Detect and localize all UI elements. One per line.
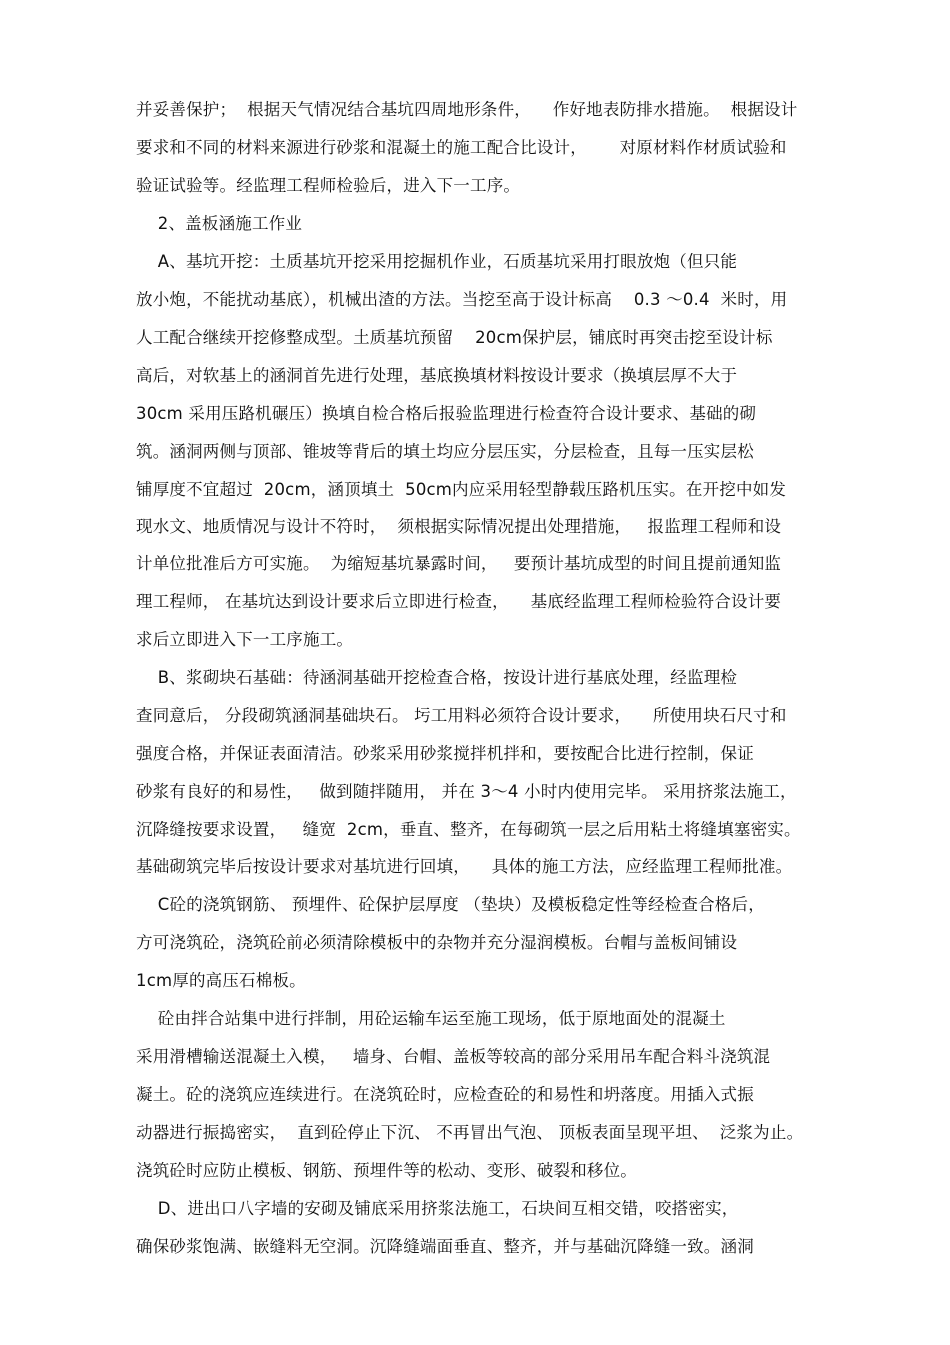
text-line: 1cm厚的高压石棉板。 [136,971,306,990]
text-line: 铺厚度不宜超过 20cm，涵顶填土 50cm内应采用轻型静载压路机压实。在开挖中如发 [136,480,787,499]
text-line: 理工程师， 在基坑达到设计要求后立即进行检查， 基底经监理工程师检验符合设计要 [136,592,782,611]
text-line: 采用滑槽输送混凝土入模， 墙身、台帽、盖板等较高的部分采用吊车配合料斗浇筑混 [136,1047,771,1066]
text-line: 现水文、地质情况与设计不符时， 须根据实际情况提出处理措施， 报监理工程师和设 [136,517,782,536]
text-line: 放小炮，不能扰动基底），机械出渣的方法。当挖至高于设计标高 0.3 ～0.4 米时，用 [136,290,788,309]
text-line: A、基坑开挖：土质基坑开挖采用挖掘机作业，石质基坑采用打眼放炮（但只能 [136,252,738,271]
text-line: 砼由拌合站集中进行拌制，用砼运输车运至施工现场，低于原地面处的混凝土 [136,1009,726,1028]
text-line: 浇筑砼时应防止模板、钢筋、预埋件等的松动、变形、破裂和移位。 [136,1161,637,1180]
text-line: 求后立即进入下一工序施工。 [136,630,354,649]
text-line: 查同意后， 分段砌筑涵洞基础块石。 圬工用料必须符合设计要求， 所使用块石尺寸和 [136,706,787,725]
text-line: 要求和不同的材料来源进行砂浆和混凝土的施工配合比设计， 对原材料作材质试验和 [136,138,787,157]
section-heading: 2、盖板涵施工作业 [136,214,303,233]
text-line: 强度合格，并保证表面清洁。砂浆采用砂浆搅拌机拌和，要按配合比进行控制，保证 [136,744,754,763]
text-line: 确保砂浆饱满、嵌缝料无空洞。沉降缝端面垂直、整齐，并与基础沉降缝一致。涵洞 [136,1237,754,1256]
text-line: D、进出口八字墙的安砌及铺底采用挤浆法施工，石块间互相交错，咬搭密实， [136,1199,739,1218]
text-line: 砂浆有良好的和易性， 做到随拌随用， 并在 3～4 小时内使用完毕。 采用挤浆法施工， [136,782,797,801]
text-line: 30cm 采用压路机碾压）换填自检合格后报验监理进行检查符合设计要求、基础的砌 [136,404,757,423]
text-line: 基础砌筑完毕后按设计要求对基坑进行回填， 具体的施工方法，应经监理工程师批准。 [136,857,793,876]
text-line: 验证试验等。经监理工程师检验后，进入下一工序。 [136,176,521,195]
text-line: 动器进行振捣密实， 直到砼停止下沉、 不再冒出气泡、 顶板表面呈现平坦、 泛浆为止。 [136,1123,804,1142]
text-line: 高后，对软基上的涵洞首先进行处理，基底换填材料按设计要求（换填层厚不大于 [136,366,738,385]
text-line: 计单位批准后方可实施。 为缩短基坑暴露时间， 要预计基坑成型的时间且提前通知监 [136,554,782,573]
text-line: 凝土。砼的浇筑应连续进行。在浇筑砼时，应检查砼的和易性和坍落度。用插入式振 [136,1085,754,1104]
text-line: 人工配合继续开挖修整成型。土质基坑预留 20cm保护层，铺底时再突击挖至设计标 [136,328,773,347]
text-line: C砼的浇筑钢筋、 预埋件、砼保护层厚度 （垫块）及模板稳定性等经检查合格后， [136,895,765,914]
text-line: 并妥善保护； 根据天气情况结合基坑四周地形条件， 作好地表防排水措施。 根据设计 [136,100,798,119]
text-line: 方可浇筑砼，浇筑砼前必须清除模板中的杂物并充分湿润模板。台帽与盖板间铺设 [136,933,738,952]
text-line: B、浆砌块石基础：待涵洞基础开挖检查合格，按设计进行基底处理，经监理检 [136,668,738,687]
text-line: 沉降缝按要求设置， 缝宽 2cm，垂直、整齐，在每砌筑一层之后用粘土将缝填塞密实。 [136,820,801,839]
text-line: 筑。涵洞两侧与顶部、锥坡等背后的填土均应分层压实，分层检查，且每一压实层松 [136,442,754,461]
